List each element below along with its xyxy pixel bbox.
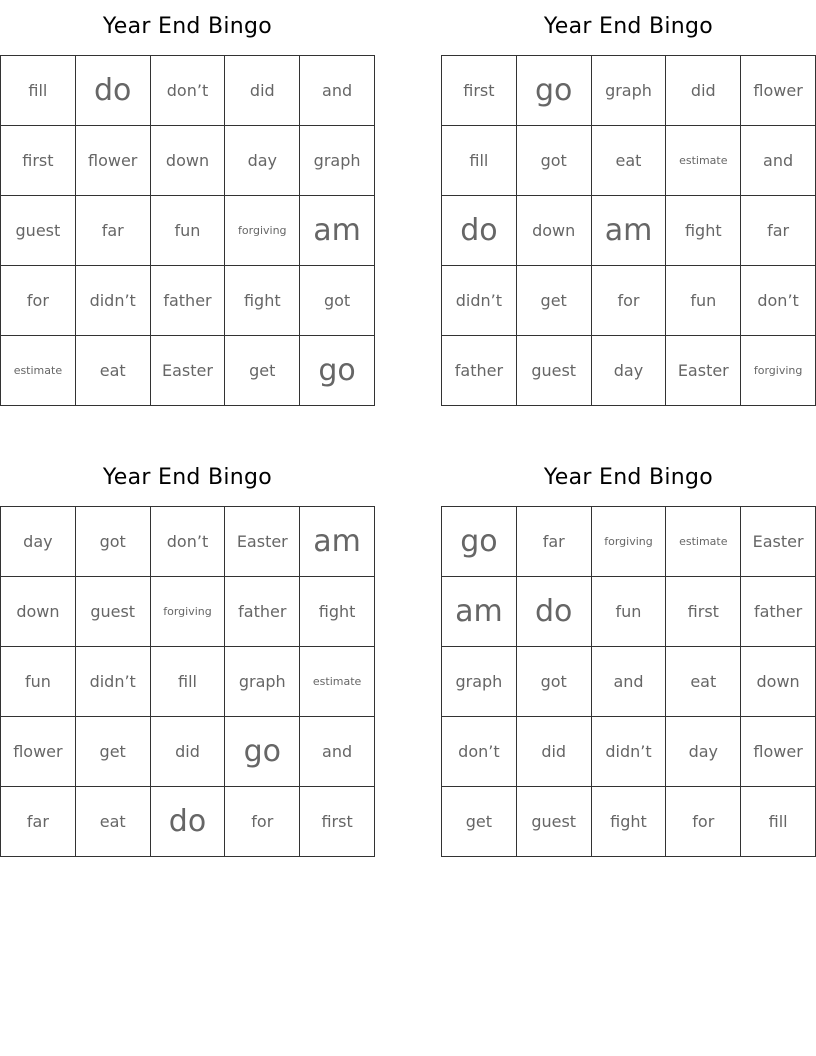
bingo-cell: eat (592, 126, 667, 196)
bingo-cell: for (666, 787, 741, 857)
bingo-cell: graph (225, 647, 300, 717)
card-title: Year End Bingo (102, 14, 273, 39)
card-title: Year End Bingo (543, 14, 714, 39)
bingo-cell: do (442, 196, 517, 266)
bingo-cell: Easter (666, 336, 741, 406)
bingo-cell: got (517, 126, 592, 196)
bingo-cell: and (300, 717, 375, 787)
bingo-cell: didn’t (592, 717, 667, 787)
bingo-cell: day (1, 507, 76, 577)
bingo-cell: forgiving (592, 507, 667, 577)
bingo-cell: get (225, 336, 300, 406)
bingo-card-4 (441, 451, 816, 857)
bingo-cell: did (517, 717, 592, 787)
bingo-cell: don’t (151, 507, 226, 577)
bingo-cell: estimate (1, 336, 76, 406)
bingo-cell: fight (592, 787, 667, 857)
bingo-card-2 (441, 0, 816, 406)
bingo-cell: and (300, 56, 375, 126)
bingo-cell: father (151, 266, 226, 336)
bingo-grid (0, 55, 375, 406)
bingo-cell: eat (666, 647, 741, 717)
bingo-cell: do (151, 787, 226, 857)
bingo-cell: didn’t (76, 647, 151, 717)
bingo-cell: am (300, 196, 375, 266)
bingo-cell: did (225, 56, 300, 126)
bingo-cell: get (76, 717, 151, 787)
bingo-cell: and (741, 126, 816, 196)
bingo-cell: go (442, 507, 517, 577)
bingo-cell: day (666, 717, 741, 787)
bingo-grid (441, 506, 816, 857)
bingo-cell: fill (1, 56, 76, 126)
bingo-cell: don’t (151, 56, 226, 126)
bingo-cell: am (442, 577, 517, 647)
bingo-cell: down (1, 577, 76, 647)
bingo-cell: father (741, 577, 816, 647)
bingo-cell: Easter (225, 507, 300, 577)
bingo-cell: do (76, 56, 151, 126)
bingo-cell: am (300, 507, 375, 577)
bingo-cell: got (517, 647, 592, 717)
bingo-cell: estimate (300, 647, 375, 717)
bingo-cell: father (225, 577, 300, 647)
bingo-cell: graph (442, 647, 517, 717)
bingo-cell: flower (1, 717, 76, 787)
bingo-cell: fight (300, 577, 375, 647)
bingo-cell: far (76, 196, 151, 266)
card-title: Year End Bingo (543, 465, 714, 490)
bingo-cell: far (1, 787, 76, 857)
bingo-cell: fun (151, 196, 226, 266)
bingo-cell: father (442, 336, 517, 406)
bingo-cell: Easter (741, 507, 816, 577)
bingo-cell: got (76, 507, 151, 577)
bingo-grid (441, 55, 816, 406)
bingo-cell: didn’t (442, 266, 517, 336)
bingo-cell: graph (300, 126, 375, 196)
bingo-cell: got (300, 266, 375, 336)
bingo-card-1 (0, 0, 375, 406)
card-title: Year End Bingo (102, 465, 273, 490)
bingo-cell: don’t (442, 717, 517, 787)
bingo-cell: down (741, 647, 816, 717)
bingo-cell: Easter (151, 336, 226, 406)
bingo-cell: fun (1, 647, 76, 717)
bingo-cell: don’t (741, 266, 816, 336)
bingo-cell: fight (225, 266, 300, 336)
bingo-cell: far (517, 507, 592, 577)
bingo-cell: fill (442, 126, 517, 196)
bingo-cell: fight (666, 196, 741, 266)
bingo-cell: go (225, 717, 300, 787)
bingo-cell: forgiving (741, 336, 816, 406)
bingo-cell: for (225, 787, 300, 857)
bingo-cell: fun (666, 266, 741, 336)
bingo-cell: eat (76, 336, 151, 406)
bingo-cell: first (442, 56, 517, 126)
bingo-cell: first (300, 787, 375, 857)
bingo-cell: guest (1, 196, 76, 266)
bingo-cell: fun (592, 577, 667, 647)
bingo-cell: first (666, 577, 741, 647)
bingo-cell: get (517, 266, 592, 336)
bingo-cell: fill (151, 647, 226, 717)
bingo-cell: down (151, 126, 226, 196)
bingo-cell: didn’t (76, 266, 151, 336)
bingo-cell: for (592, 266, 667, 336)
bingo-cell: guest (517, 336, 592, 406)
bingo-cell: guest (517, 787, 592, 857)
bingo-cell: fill (741, 787, 816, 857)
bingo-cell: flower (741, 56, 816, 126)
bingo-cell: guest (76, 577, 151, 647)
bingo-cell: flower (741, 717, 816, 787)
bingo-cell: graph (592, 56, 667, 126)
bingo-cell: day (225, 126, 300, 196)
bingo-cell: eat (76, 787, 151, 857)
bingo-cell: far (741, 196, 816, 266)
bingo-cell: estimate (666, 126, 741, 196)
bingo-grid (0, 506, 375, 857)
bingo-card-3 (0, 451, 375, 857)
bingo-cell: forgiving (151, 577, 226, 647)
bingo-cell: go (517, 56, 592, 126)
bingo-cell: do (517, 577, 592, 647)
bingo-cell: get (442, 787, 517, 857)
bingo-cell: did (666, 56, 741, 126)
bingo-cell: for (1, 266, 76, 336)
bingo-cell: forgiving (225, 196, 300, 266)
bingo-cell: first (1, 126, 76, 196)
bingo-cell: and (592, 647, 667, 717)
bingo-cell: estimate (666, 507, 741, 577)
bingo-cell: day (592, 336, 667, 406)
bingo-cell: flower (76, 126, 151, 196)
bingo-cell: down (517, 196, 592, 266)
bingo-cell: am (592, 196, 667, 266)
bingo-cell: go (300, 336, 375, 406)
bingo-cell: did (151, 717, 226, 787)
